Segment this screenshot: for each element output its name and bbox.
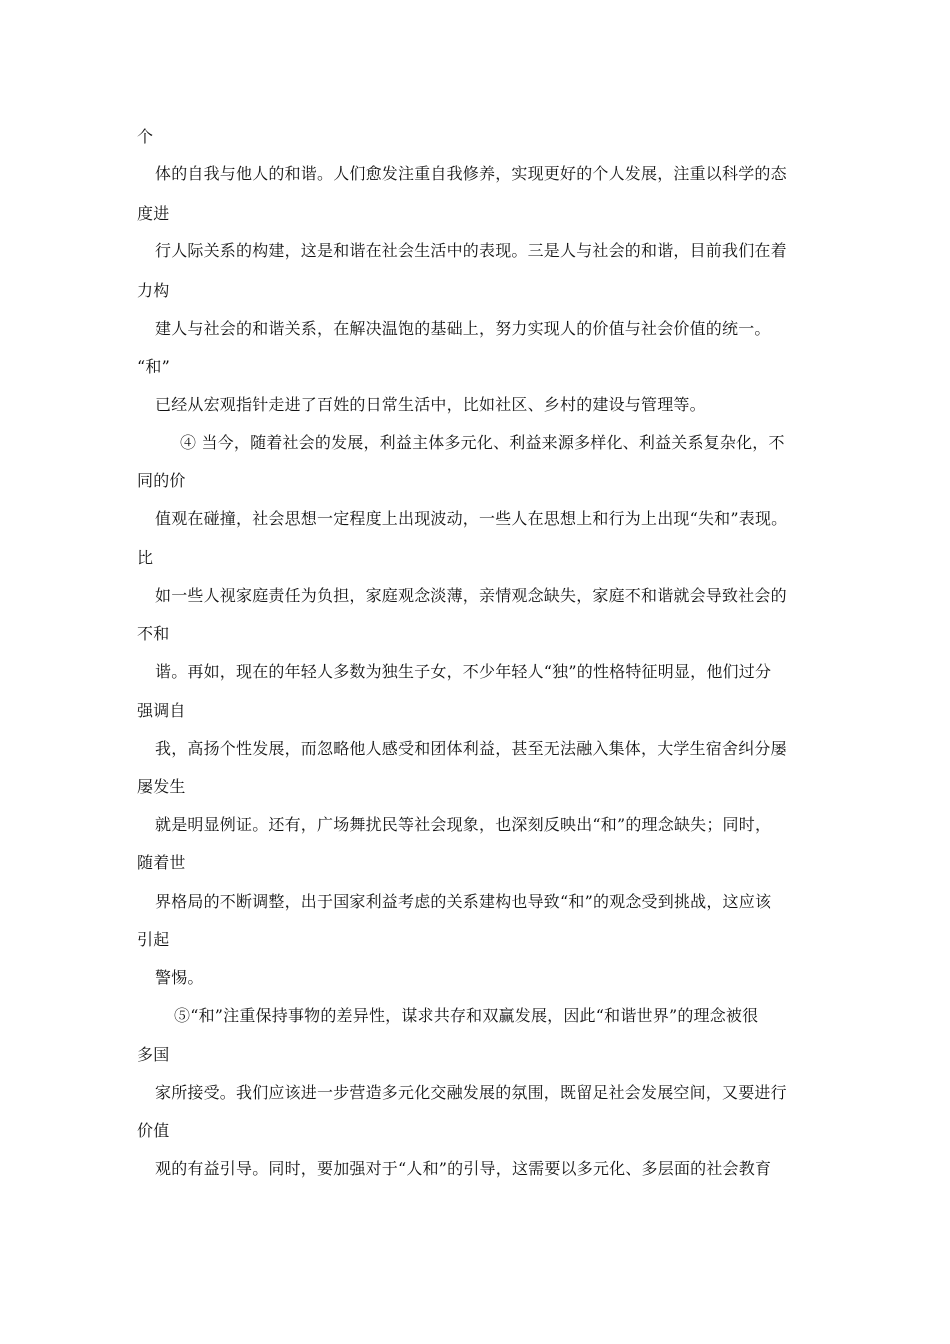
text-line: 强调自 (137, 701, 186, 720)
text-line: 体的自我与他人的和谐。人们愈发注重自我修养，实现更好的个人发展，注重以科学的态 (155, 164, 787, 183)
text-line: 值观在碰撞，社会思想一定程度上出现波动，一些人在思想上和行为上出现“失和”表现。 (155, 509, 788, 528)
text-line: “和” (137, 357, 170, 376)
text-line: 价值 (137, 1121, 170, 1140)
text-line: 就是明显例证。还有，广场舞扰民等社会现象，也深刻反映出“和”的理念缺失；同时， (155, 815, 772, 834)
text-line: 多国 (137, 1045, 170, 1064)
text-line: 比 (137, 548, 154, 567)
text-line: 警惕。 (155, 968, 204, 987)
text-line: 家所接受。我们应该进一步营造多元化交融发展的氛围，既留足社会发展空间，又要进行 (155, 1083, 787, 1102)
text-line: 已经从宏观指针走进了百姓的日常生活中，比如社区、乡村的建设与管理等。 (155, 395, 706, 414)
text-line: 屡发生 (137, 777, 186, 796)
text-line: 引起 (137, 930, 170, 949)
text-line: ④ 当今，随着社会的发展，利益主体多元化、利益来源多样化、利益关系复杂化，不 (180, 433, 785, 452)
text-line: 观的有益引导。同时，要加强对于“人和”的引导，这需要以多元化、多层面的社会教育 (155, 1159, 772, 1178)
text-line: 不和 (137, 624, 170, 643)
text-line: ⑤“和”注重保持事物的差异性，谋求共存和双赢发展，因此“和谐世界”的理念被很 (174, 1006, 759, 1025)
text-line: 如一些人视家庭责任为负担，家庭观念淡薄，亲情观念缺失，家庭不和谐就会导致社会的 (155, 586, 787, 605)
text-line: 随着世 (137, 853, 186, 872)
text-line: 同的价 (137, 471, 186, 490)
text-line: 力构 (137, 281, 170, 300)
text-line: 我，高扬个性发展，而忽略他人感受和团体利益，甚至无法融入集体，大学生宿舍纠分屡 (155, 739, 787, 758)
text-line: 度进 (137, 204, 170, 223)
text-line: 界格局的不断调整，出于国家利益考虑的关系建构也导致“和”的观念受到挑战，这应该 (155, 892, 772, 911)
text-line: 建人与社会的和谐关系，在解决温饱的基础上，努力实现人的价值与社会价值的统一。 (155, 319, 771, 338)
text-line: 行人际关系的构建，这是和谐在社会生活中的表现。三是人与社会的和谐，目前我们在着 (155, 241, 787, 260)
text-line: 谐。再如，现在的年轻人多数为独生子女，不少年轻人“独”的性格特征明显，他们过分 (155, 662, 772, 681)
text-line: 个 (137, 127, 154, 146)
